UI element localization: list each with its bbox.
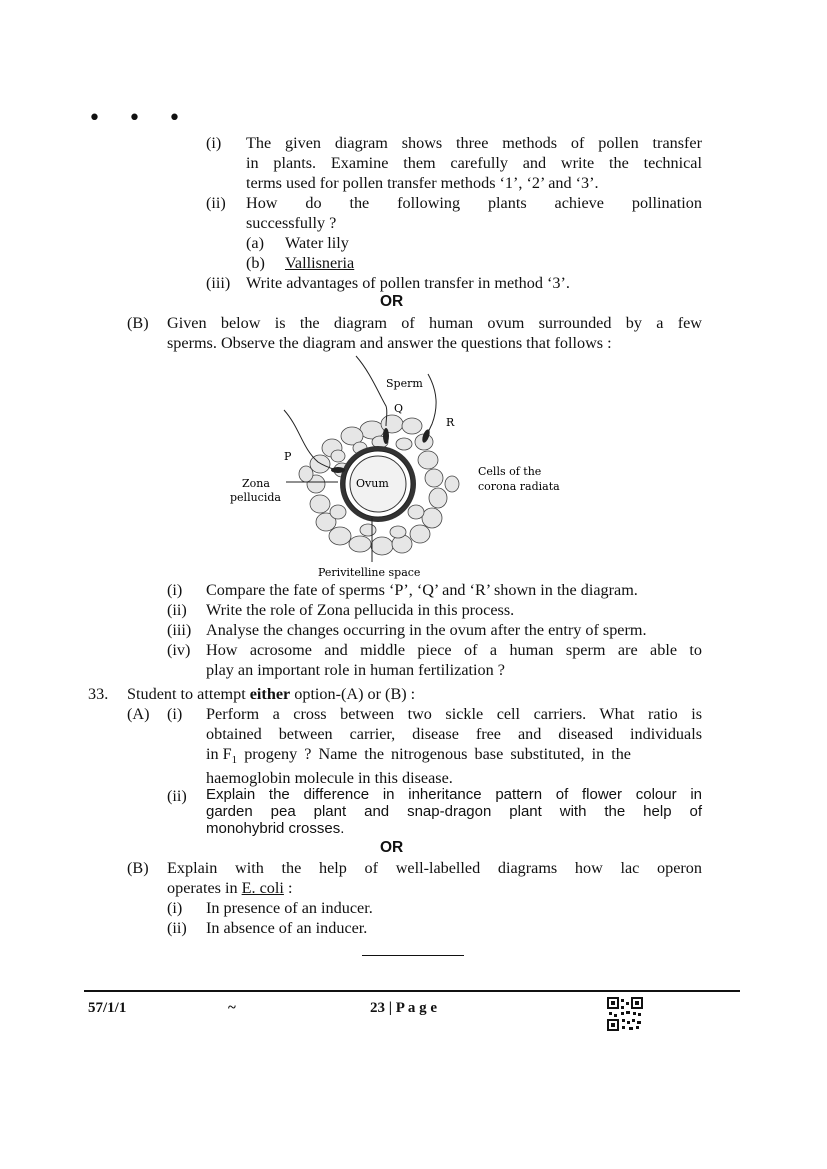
qB-label: (B) xyxy=(127,314,149,332)
q33A-i-line4: haemoglobin molecule in this disease. xyxy=(206,769,453,787)
qA-ii-num: (ii) xyxy=(206,194,226,212)
qA-iii-text: Write advantages of pollen transfer in method ‘3’. xyxy=(246,274,570,292)
q33A-i-line2: obtained between carrier, disease free and diseased individuals xyxy=(206,725,702,743)
q33B-i-num: (i) xyxy=(167,899,183,917)
q33B-i-text: In presence of an inducer. xyxy=(206,899,373,917)
or-divider-1: OR xyxy=(380,293,404,310)
q33B-ecoli: E. coli xyxy=(241,879,284,897)
q33A-ii-line1: Explain the difference in inheritance pattern of flower colour in xyxy=(206,786,702,803)
qB-q3-num: (iii) xyxy=(167,621,192,639)
qB-line1: Given below is the diagram of human ovum surrounded by a few xyxy=(167,314,702,332)
label-sperm: Sperm xyxy=(386,377,423,390)
qB-q2-num: (ii) xyxy=(167,601,187,619)
q33B-line2a: operates in xyxy=(167,879,242,897)
or-divider-2: OR xyxy=(380,839,404,856)
qB-q1-num: (i) xyxy=(167,581,183,599)
page-dots: • • • xyxy=(88,106,191,131)
footer-page-number: 23 | P a g e xyxy=(370,1000,438,1016)
footer-code: 57/1/1 xyxy=(88,1000,127,1016)
q33B-ii-text: In absence of an inducer. xyxy=(206,919,368,937)
label-zona-1: Zona xyxy=(242,477,270,490)
q33A-i-line1: Perform a cross between two sickle cell carriers. What ratio is xyxy=(206,705,702,723)
qB-q3-text: Analyse the changes occurring in the ovum after the entry of sperm. xyxy=(206,621,647,639)
qA-i-line1: The given diagram shows three methods of pollen transfer xyxy=(246,134,702,152)
q33B-line1: Explain with the help of well-labelled diagrams how lac operon xyxy=(167,859,702,877)
qB-q2-text: Write the role of Zona pellucida in this process. xyxy=(206,601,515,619)
footer-tilde: ~ xyxy=(228,1000,236,1016)
qA-i-num: (i) xyxy=(206,134,222,152)
qB-q4-num: (iv) xyxy=(167,641,191,659)
qA-i-line2: in plants. Examine them carefully and write the technical xyxy=(246,154,702,172)
q33-intro-c: option-(A) or (B) : xyxy=(290,685,416,703)
sperm-p-head xyxy=(331,467,345,473)
q33-intro xyxy=(127,684,415,704)
q33-intro-either: either xyxy=(249,685,291,703)
q33A-i-sub: 1 xyxy=(231,754,238,767)
q33A-label: (A) xyxy=(127,705,150,723)
end-rule xyxy=(362,955,464,956)
qB-q4-line2: play an important role in human fertilization ? xyxy=(206,661,505,679)
qB-line2: sperms. Observe the diagram and answer the questions that follows : xyxy=(167,334,612,352)
qB-q1-text: Compare the fate of sperms ‘P’, ‘Q’ and ‘R’ shown in the diagram. xyxy=(206,581,638,599)
sperm-q-head xyxy=(383,428,389,444)
q33A-i-line3a: in F xyxy=(206,745,232,763)
qA-ii-line1: How do the following plants achieve pollination xyxy=(246,194,702,212)
q33A-ii-line2: garden pea plant and snap-dragon plant with the help of xyxy=(206,803,702,820)
label-ovum: Ovum xyxy=(356,477,389,490)
sperm-q-tail xyxy=(356,356,387,426)
label-p: P xyxy=(284,450,292,463)
qB-q4-line1: How acrosome and middle piece of a human sperm are able to xyxy=(206,641,702,659)
qA-ii-b-num: (b) xyxy=(246,254,265,272)
qA-i-line3: terms used for pollen transfer methods ‘1’, ‘2’ and ‘3’. xyxy=(246,174,599,192)
label-cells-1: Cells of the xyxy=(478,465,542,478)
q33B-ii-num: (ii) xyxy=(167,919,187,937)
label-r: R xyxy=(446,416,455,429)
label-perivitelline: Perivitelline space xyxy=(318,566,421,579)
ovum-diagram xyxy=(220,352,580,582)
q33A-i-line3b: progeny ? Name the nitrogenous base substituted, in the xyxy=(237,745,631,763)
q33A-i-line3 xyxy=(206,744,702,770)
q33B-line2c: : xyxy=(283,879,293,897)
qA-iii-num: (iii) xyxy=(206,274,231,292)
q33B-line2 xyxy=(167,878,292,898)
q33-num: 33. xyxy=(88,685,109,703)
qA-ii-line2: successfully ? xyxy=(246,214,337,232)
q33-intro-a: Student to attempt xyxy=(127,685,250,703)
qA-ii-a-num: (a) xyxy=(246,234,264,252)
footer-rule xyxy=(84,990,740,992)
label-cells-2: corona radiata xyxy=(478,480,560,493)
q33A-ii-num: (ii) xyxy=(167,787,187,805)
qr-code-icon xyxy=(607,997,643,1031)
qA-ii-a-text: Water lily xyxy=(285,234,349,252)
q33A-ii-line3: monohybrid crosses. xyxy=(206,820,345,837)
q33B-label: (B) xyxy=(127,859,149,877)
q33A-i-num: (i) xyxy=(167,705,183,723)
qA-ii-b-text: Vallisneria xyxy=(285,254,355,272)
label-q: Q xyxy=(394,402,404,415)
label-zona-2: pellucida xyxy=(230,491,281,504)
